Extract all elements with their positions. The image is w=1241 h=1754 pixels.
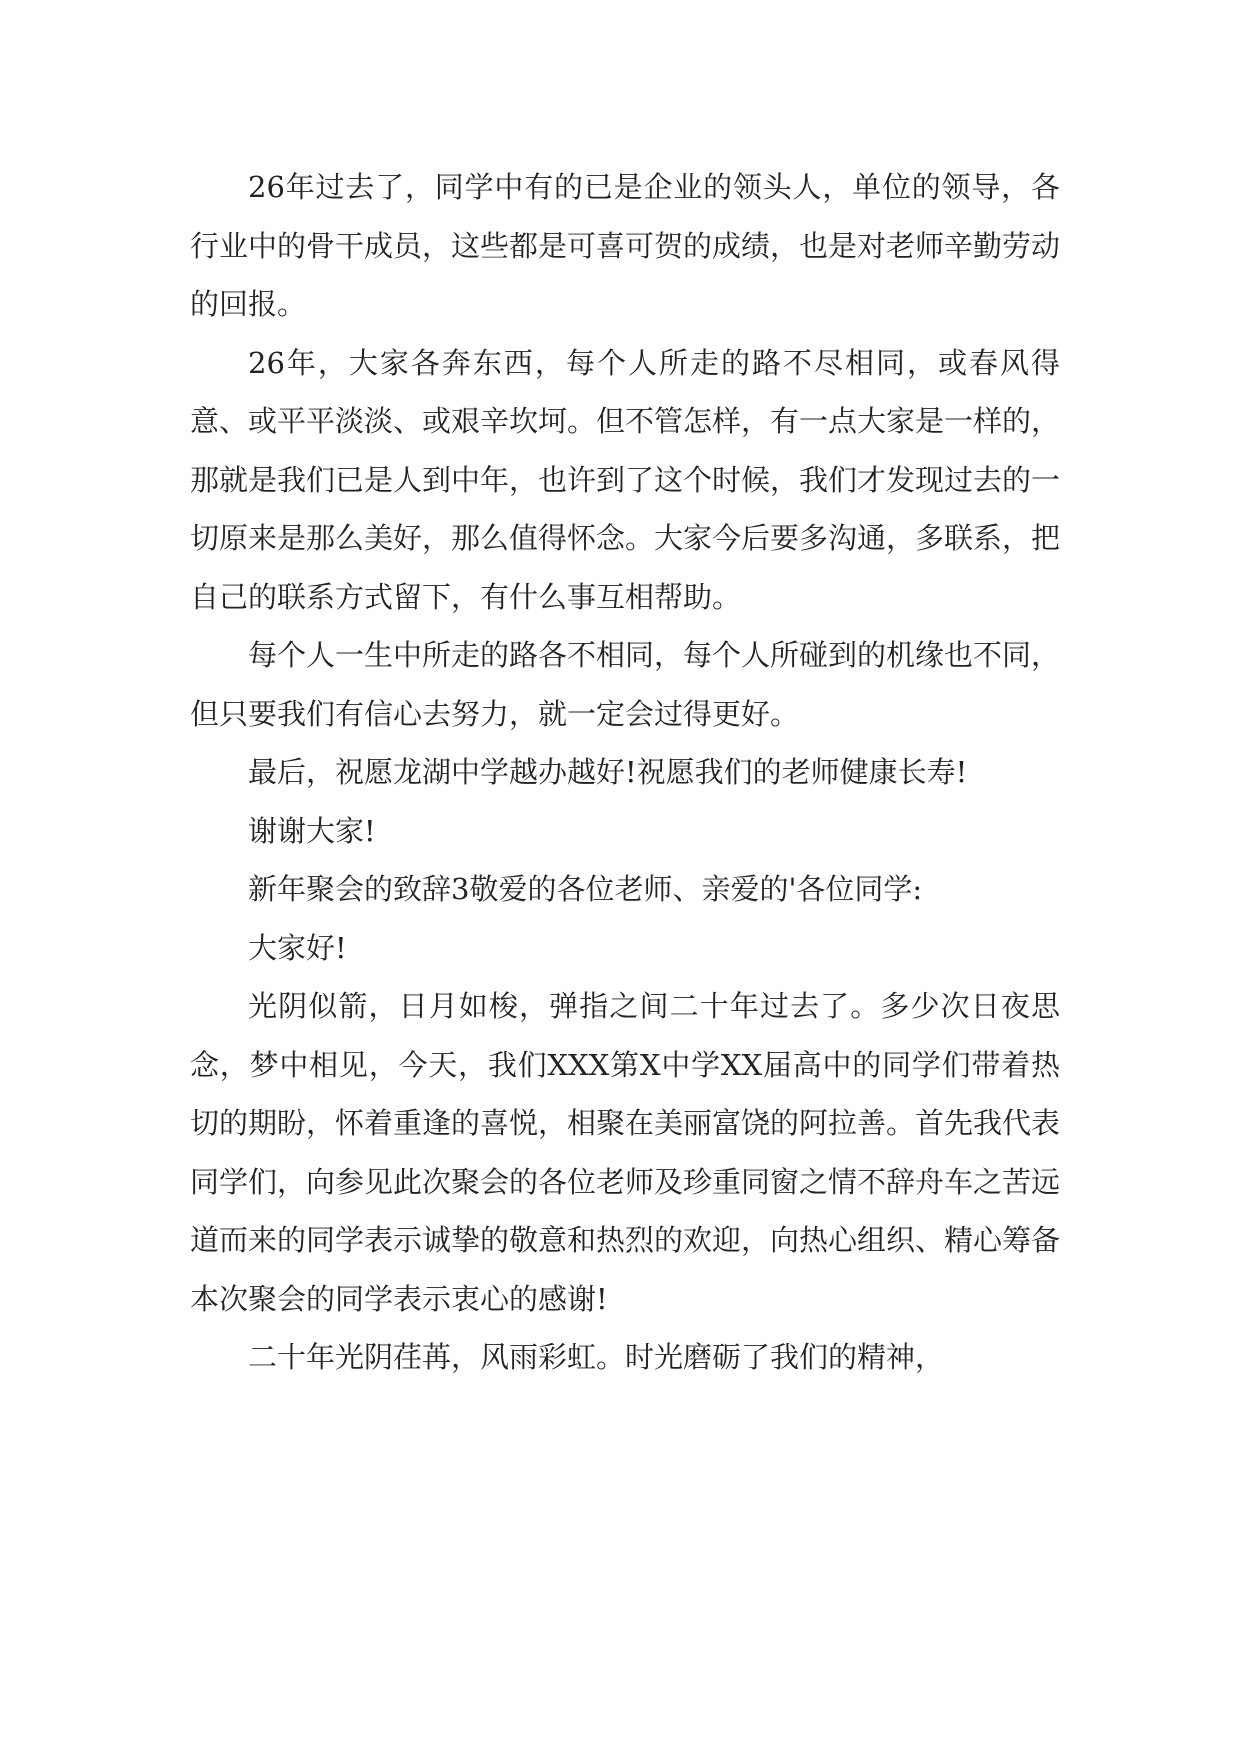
paragraph-twenty-years: 二十年光阴荏苒，风雨彩虹。时光磨砺了我们的精神， xyxy=(248,1340,945,1374)
paragraph-wishes: 最后，祝愿龙湖中学越办越好!祝愿我们的老师健康长寿! xyxy=(248,755,968,789)
paragraph-reunion: 光阴似箭，日月如梭，弹指之间二十年过去了。多少次日夜思念，梦中相见，今天，我们XXX第X中学XX届高中的同学们带着热切的期盼，怀着重逢的喜悦，相聚在美丽富饶的阿拉善。首先我代表同学们，向参见此次聚会的各位老师及珍重同窗之情不辞舟车之苦远道而来的同学表示诚挚的敬意和热烈的欢迎，向热心组织、精心筹备本次聚会的同学表示衷心的感谢! xyxy=(190,989,1061,1316)
document-body xyxy=(190,158,1060,1387)
paragraph-greeting: 大家好! xyxy=(248,930,347,965)
paragraph-thanks: 谢谢大家! xyxy=(248,813,376,848)
paragraph-life-paths: 每个人一生中所走的路各不相同，每个人所碰到的机缘也不同，但只要我们有信心去努力，就一定会过得更好。 xyxy=(190,638,1061,731)
paragraph-paths: 26年，大家各奔东西，每个人所走的路不尽相同，或春风得意、或平平淡淡、或艰辛坎坷。但不管怎样，有一点大家是一样的，那就是我们已是人到中年，也许到了这个时候，我们才发现过去的一切原来是那么美好，那么值得怀念。大家今后要多沟通，多联系，把自己的联系方式留下，有什么事互相帮助。 xyxy=(190,345,1061,614)
paragraph-achievements: 26年过去了，同学中有的已是企业的领头人，单位的领导，各行业中的骨干成员，这些都是可喜可贺的成绩，也是对老师辛勤劳动的回报。 xyxy=(190,170,1061,321)
paragraph-speech-title: 新年聚会的致辞3敬爱的各位老师、亲爱的'各位同学: xyxy=(248,872,923,906)
